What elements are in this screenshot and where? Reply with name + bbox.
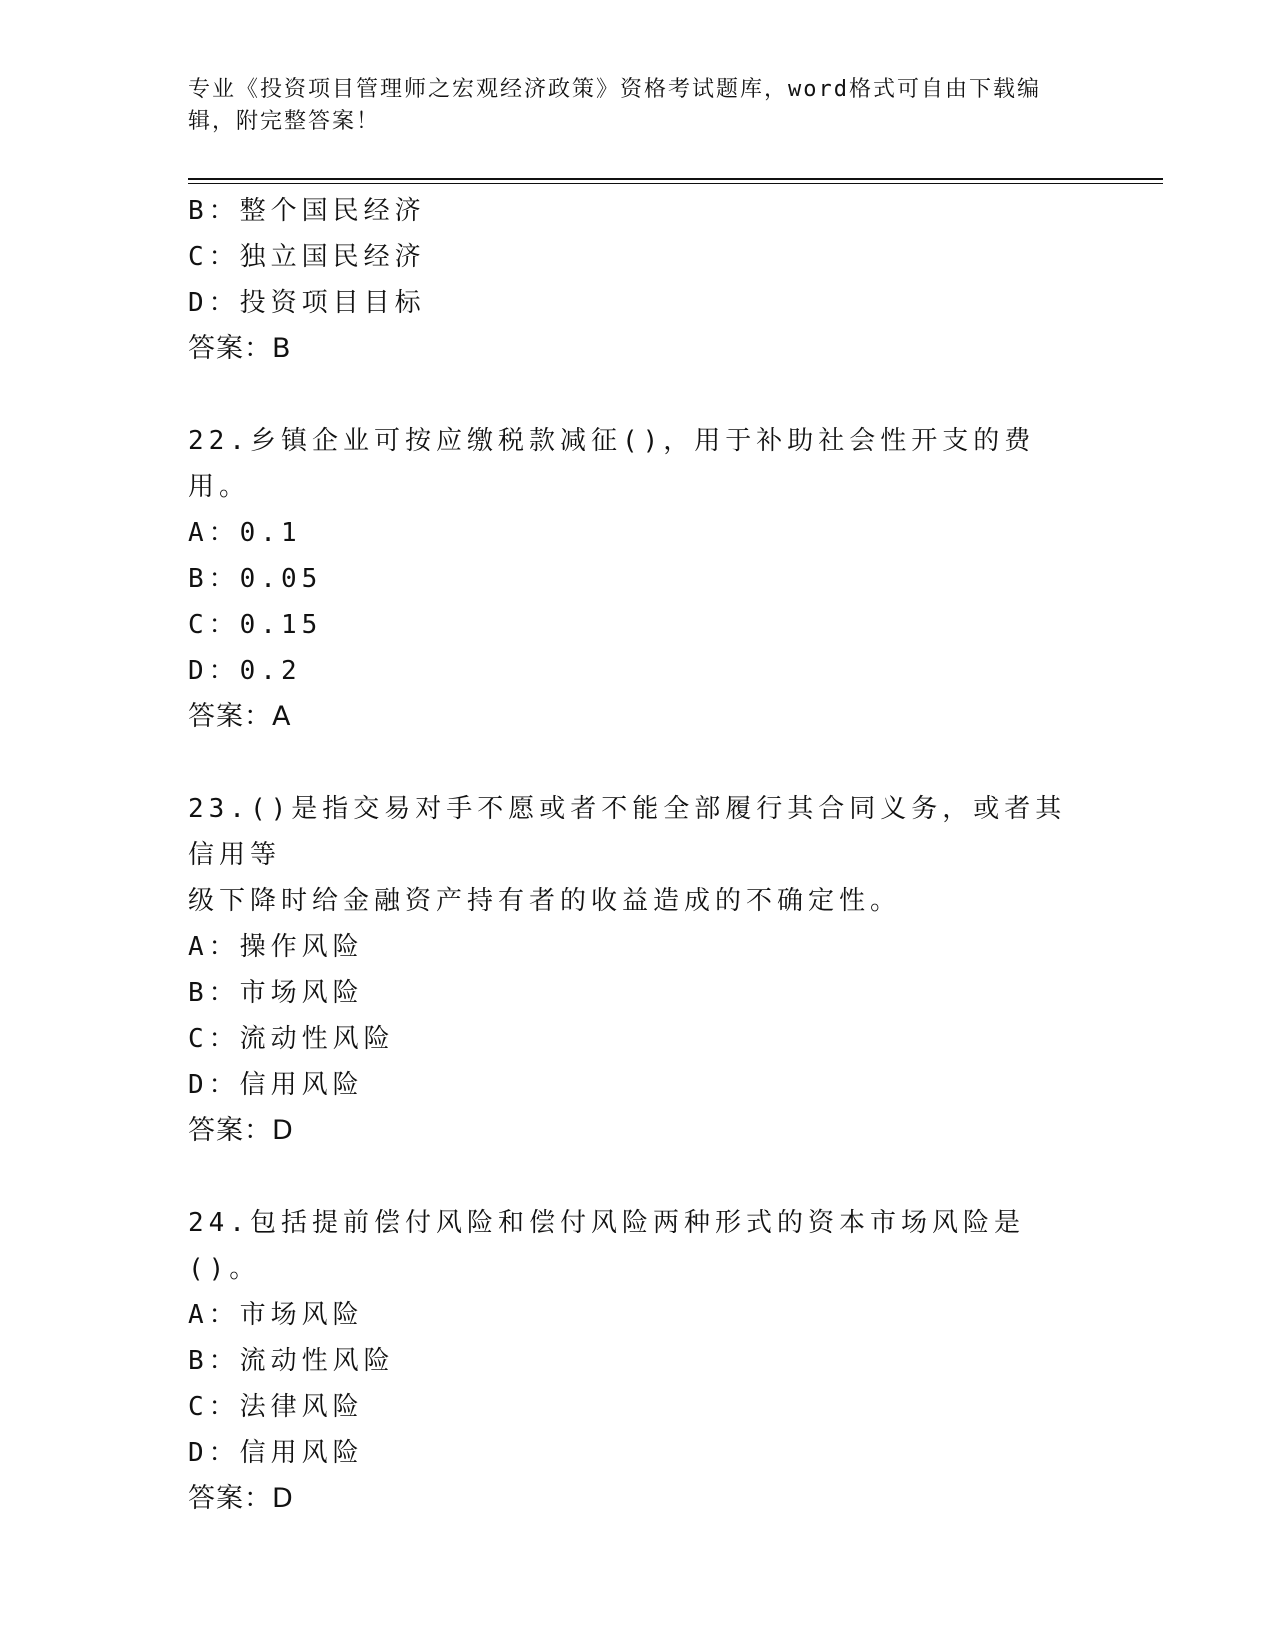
answer: 答案：D [188, 1115, 294, 1146]
question-text-line-2: 级下降时给金融资产持有者的收益造成的不确定性。 [188, 886, 902, 916]
option-b: B：流动性风险 [188, 1346, 395, 1376]
answer: 答案：B [188, 333, 292, 364]
option-b: B：0.05 [188, 564, 323, 594]
option-d: D：0.2 [188, 656, 302, 686]
carryover-options [188, 188, 1088, 372]
option-a: A：0.1 [188, 518, 302, 548]
option-a: A：市场风险 [188, 1300, 364, 1330]
answer: 答案：A [188, 701, 292, 732]
document-body [188, 188, 1088, 1522]
question-text-line-1: 23.()是指交易对手不愿或者不能全部履行其合同义务，或者其信用等 [188, 794, 1067, 870]
option-a: A：操作风险 [188, 932, 364, 962]
answer: 答案：D [188, 1483, 294, 1514]
option-b: B：整个国民经济 [188, 196, 426, 226]
option-d: D：信用风险 [188, 1438, 364, 1468]
option-b: B：市场风险 [188, 978, 364, 1008]
question-24 [188, 1200, 1088, 1522]
question-22 [188, 418, 1088, 740]
option-d: D：信用风险 [188, 1070, 364, 1100]
question-text: 22.乡镇企业可按应缴税款减征()，用于补助社会性开支的费用。 [188, 426, 1036, 502]
option-c: C：流动性风险 [188, 1024, 395, 1054]
question-23 [188, 786, 1088, 1154]
option-c: C：法律风险 [188, 1392, 364, 1422]
option-c: C：独立国民经济 [188, 242, 426, 272]
option-c: C：0.15 [188, 610, 323, 640]
document-header: 专业《投资项目管理师之宏观经济政策》资格考试题库，word格式可自由下载编辑，附完整答案！ [188, 77, 1041, 134]
option-d: D：投资项目目标 [188, 288, 426, 318]
header-divider [188, 178, 1163, 184]
question-text: 24.包括提前偿付风险和偿付风险两种形式的资本市场风险是()。 [188, 1208, 1025, 1284]
